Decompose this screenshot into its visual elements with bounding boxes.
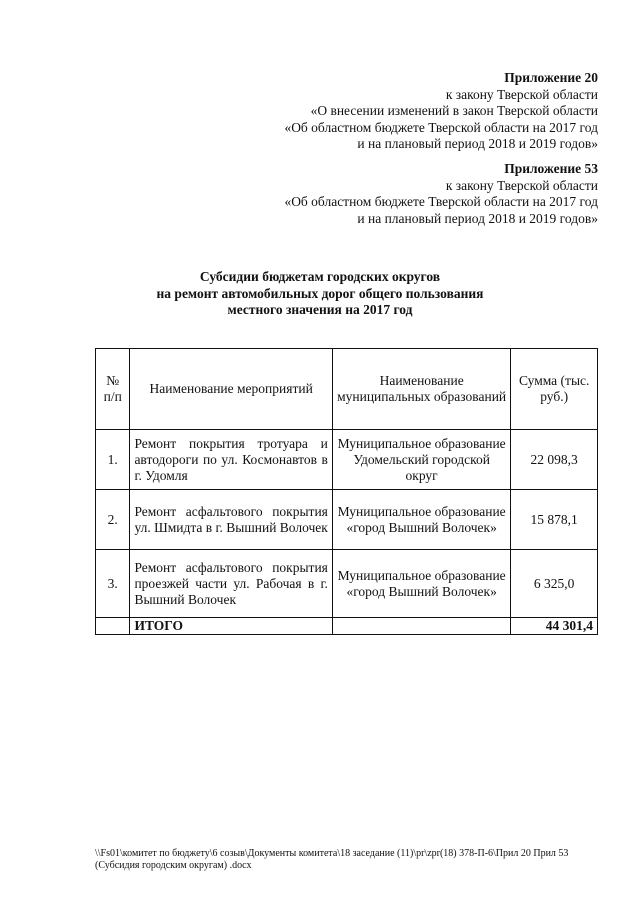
file-path-footer: \\Fs01\комитет по бюджету\6 созыв\Документы комитета\18 заседание (11)\pr\zpr(18) 378-П-6\Прил 20 Прил 53 (Субсидия городским округам) .docx [95, 848, 569, 871]
title-line: на ремонт автомобильных дорог общего пользования [156, 285, 484, 301]
row-amount: 6 325,0 [511, 550, 598, 618]
row-amount: 15 878,1 [511, 490, 598, 550]
header-municipality: Наименование муниципальных образований [332, 349, 510, 430]
table-row [96, 550, 598, 618]
title-line: местного значения на 2017 год [227, 302, 413, 317]
appendix-heading: Приложение 53 [504, 161, 598, 176]
table-row [96, 490, 598, 550]
title-line: Субсидии бюджетам городских округов [199, 269, 441, 284]
appendix-line: и на плановый период 2018 и 2019 годов» [357, 136, 598, 151]
header-amount: Сумма (тыс. руб.) [511, 349, 598, 430]
header-activity-name: Наименование мероприятий [130, 349, 332, 430]
table-row [96, 430, 598, 490]
appendix-line: «О внесении изменений в закон Тверской области [310, 103, 598, 118]
row-amount: 22 098,3 [511, 430, 598, 490]
total-row [96, 618, 598, 635]
appendix-line: и на плановый период 2018 и 2019 годов» [357, 210, 598, 226]
row-activity-name: Ремонт асфальтового покрытия ул. Шмидта в г. Вышний Волочек [130, 490, 332, 550]
appendix-line: к закону Тверской области [445, 177, 598, 193]
appendix-line: «Об областном бюджете Тверской области на 2017 год [284, 119, 598, 135]
appendix-53-block [284, 161, 598, 227]
appendix-20-block [284, 70, 598, 153]
total-empty-cell [332, 618, 510, 635]
subsidies-table [95, 348, 598, 635]
total-empty-cell [96, 618, 130, 635]
row-municipality: Муниципальное образование Удомельский городской округ [332, 430, 510, 490]
header-number: № п/п [96, 349, 130, 430]
row-number: 2. [96, 490, 130, 550]
row-number: 1. [96, 430, 130, 490]
row-number: 3. [96, 550, 130, 618]
row-municipality: Муниципальное образование «город Вышний Волочек» [332, 490, 510, 550]
appendix-heading: Приложение 20 [504, 70, 598, 85]
row-activity-name: Ремонт покрытия тротуара и автодороги по ул. Космонавтов в г. Удомля [130, 430, 332, 490]
total-amount: 44 301,4 [511, 618, 598, 635]
row-activity-name: Ремонт асфальтового покрытия проезжей части ул. Рабочая в г. Вышний Волочек [130, 550, 332, 618]
row-municipality: Муниципальное образование «город Вышний Волочек» [332, 550, 510, 618]
document-title [0, 269, 640, 319]
total-label: ИТОГО [130, 618, 332, 635]
table-header-row [96, 349, 598, 430]
appendix-line: к закону Тверской области [445, 86, 598, 102]
appendix-line: «Об областном бюджете Тверской области на 2017 год [284, 194, 598, 209]
